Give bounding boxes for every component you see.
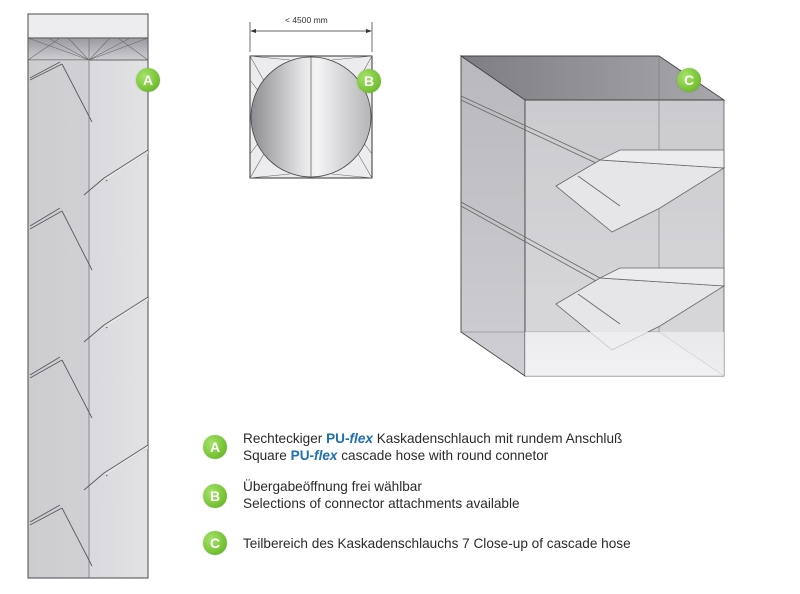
legend-b-line1: Übergabeöffnung frei wählbar <box>243 479 422 494</box>
badge-b: B <box>357 69 381 93</box>
legend-a-german-suffix: Kaskadenschlauch mit rundem Anschluß <box>372 431 623 446</box>
legend-a-english-prefix: Square <box>243 448 291 463</box>
hose-column-a <box>28 14 148 578</box>
connector-view-b <box>250 22 372 178</box>
brand-flex: flex <box>314 448 338 463</box>
legend-badge-c: C <box>203 531 227 555</box>
brand-flex: flex <box>349 431 373 446</box>
brand-pu: PU- <box>290 448 315 463</box>
dimension-label: < 4500 mm <box>285 15 328 25</box>
brand-name <box>291 448 338 463</box>
badge-a: A <box>136 68 160 92</box>
brand-pu: PU- <box>326 431 350 446</box>
legend-b-line2: Selections of connector attachments available <box>243 496 520 511</box>
legend-a-english <box>243 447 548 464</box>
badge-c: C <box>677 68 701 92</box>
legend-badge-b: B <box>203 484 227 508</box>
legend-badge-a: A <box>203 435 227 459</box>
brand-name <box>326 431 373 446</box>
legend-a-german-prefix: Rechteckiger <box>243 431 327 446</box>
legend-c-line1: Teilbereich des Kaskadenschlauchs 7 Close-up of cascade hose <box>243 536 631 551</box>
closeup-box-c <box>461 56 724 376</box>
legend-a-english-suffix: cascade hose with round connetor <box>337 448 549 463</box>
legend-a-german <box>243 430 622 447</box>
